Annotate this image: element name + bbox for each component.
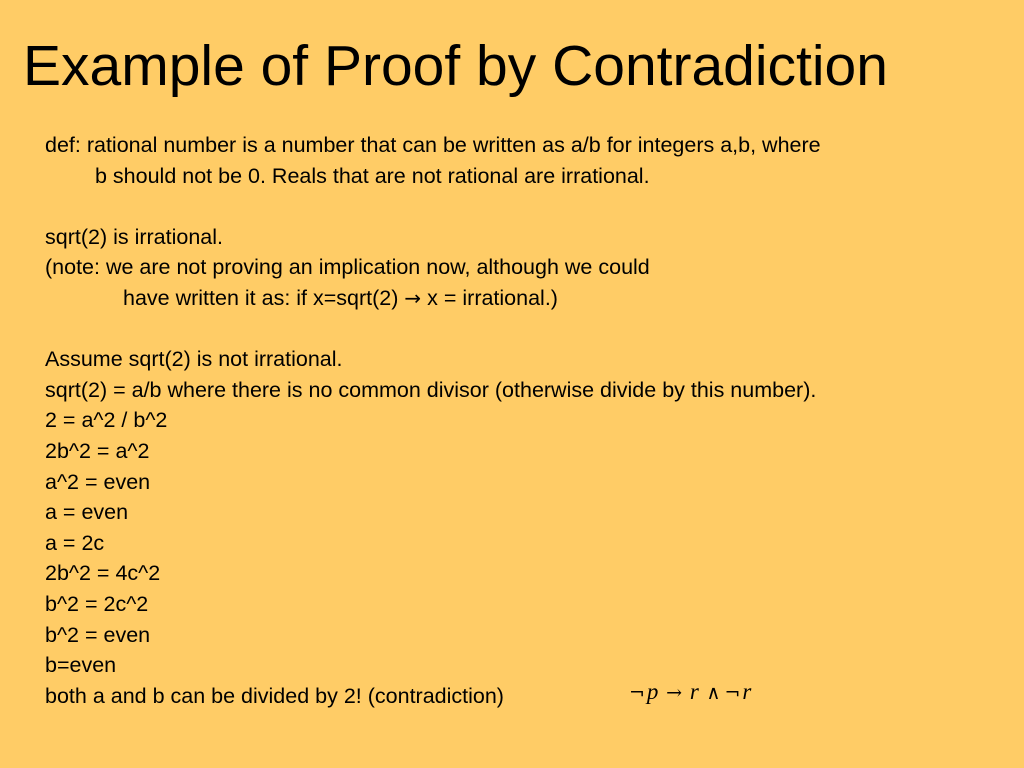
slide-body <box>45 130 1005 711</box>
proof-step: b=even <box>45 653 117 678</box>
proof-step: b^2 = even <box>45 622 151 647</box>
proof-conclusion: both a and b can be divided by 2! (contradiction) <box>45 683 504 708</box>
definition-line-2: b should not be 0. Reals that are not rational are irrational. <box>95 163 650 188</box>
implies-arrow-icon: → <box>666 682 683 704</box>
spacer <box>45 191 1005 222</box>
conjunction-symbol: ∧ <box>706 682 721 704</box>
proof-step: b^2 = 2c^2 <box>45 591 149 616</box>
logic-formula <box>627 679 751 705</box>
note-line-1: (note: we are not proving an implication now, although we could <box>45 255 650 280</box>
note-line-2 <box>45 283 1005 314</box>
negation-symbol: ¬ <box>629 682 645 704</box>
note-text-before-arrow: have written it as: if x=sqrt(2) <box>123 285 405 310</box>
slide-title: Example of Proof by Contradiction <box>23 34 888 98</box>
formula-variable-r: r <box>689 679 699 704</box>
formula-variable-p: p <box>646 679 659 704</box>
proof-step: sqrt(2) = a/b where there is no common divisor (otherwise divide by this number). <box>45 377 817 402</box>
spacer <box>45 314 1005 345</box>
proof-step: a = 2c <box>45 530 105 555</box>
proof-step: a^2 = even <box>45 469 151 494</box>
negation-symbol: ¬ <box>724 682 741 704</box>
definition-line-1: def: rational number is a number that can be written as a/b for integers a,b, where <box>45 133 821 157</box>
note-text-after-arrow: x = irrational.) <box>421 285 558 310</box>
formula-variable-r: r <box>742 679 752 704</box>
proof-step: 2 = a^2 / b^2 <box>45 408 168 433</box>
proof-step: a = even <box>45 500 129 525</box>
proof-step: 2b^2 = 4c^2 <box>45 561 161 586</box>
proof-step: Assume sqrt(2) is not irrational. <box>45 347 343 372</box>
right-arrow-icon: → <box>404 285 422 310</box>
claim-line: sqrt(2) is irrational. <box>45 224 224 249</box>
proof-step: 2b^2 = a^2 <box>45 438 150 463</box>
